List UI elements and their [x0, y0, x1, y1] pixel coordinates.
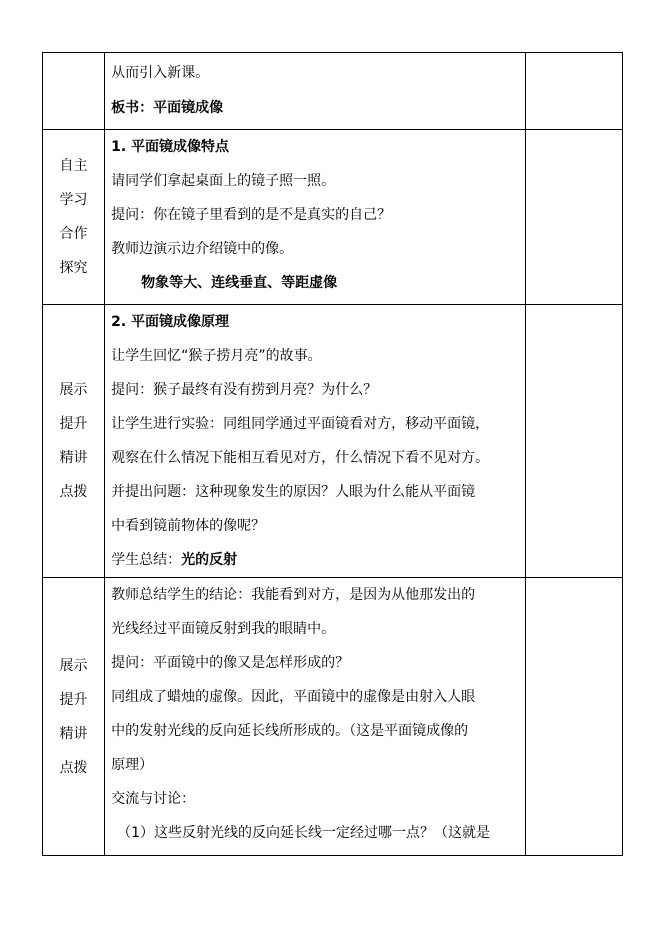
notes-cell — [525, 578, 622, 856]
stage-label: 点拨 — [59, 484, 88, 500]
text-line: 提问：平面镜中的像又是怎样形成的？ — [111, 655, 350, 671]
lesson-plan-table — [42, 52, 623, 856]
stage-label: 合作 — [59, 226, 88, 242]
stage-label: 展示 — [59, 382, 88, 398]
text-line: 观察在什么情况下能相互看见对方，什么情况下看不见对方。 — [111, 450, 490, 466]
content-cell — [105, 305, 526, 578]
section-heading: 2. 平面镜成像原理 — [111, 314, 230, 330]
section-heading: 1. 平面镜成像特点 — [111, 139, 230, 155]
stage-label: 点拨 — [59, 759, 88, 776]
text-line: 同组成了蜡烛的虚像。因此，平面镜中的虚像是由射入人眼 — [111, 689, 476, 705]
stage-cell — [43, 130, 105, 305]
text-line: 教师总结学生的结论：我能看到对方，是因为从他那发出的 — [111, 587, 476, 603]
stage-label: 自主 — [59, 158, 88, 174]
text-line: 原理） — [111, 757, 154, 773]
stage-label: 学习 — [59, 192, 88, 208]
content-cell — [105, 53, 526, 130]
text-line: 光线经过平面镜反射到我的眼睛中。 — [111, 621, 336, 637]
text-line: 中的发射光线的反向延长线所形成的。（这是平面镜成像的 — [111, 723, 469, 739]
text-line: 请同学们拿起桌面上的镜子照一照。 — [111, 173, 336, 189]
text-line: 教师边演示边介绍镜中的像。 — [111, 241, 294, 257]
text-line: （1）这些反射光线的反向延长线一定经过哪一点？（这就是 — [117, 825, 490, 841]
stage-cell — [43, 305, 105, 578]
blackboard-title: 板书：平面镜成像 — [111, 100, 224, 116]
stage-label: 提升 — [59, 416, 88, 432]
table-row — [43, 305, 623, 578]
stage-label: 展示 — [59, 657, 88, 674]
text-line: 提问：猴子最终有没有捞到月亮？为什么？ — [111, 382, 378, 398]
text-line: 并提出问题：这种现象发生的原因？人眼为什么能从平面镜 — [111, 484, 476, 500]
notes-cell — [525, 53, 622, 130]
text-line: 交流与讨论： — [111, 791, 196, 807]
stage-cell — [43, 53, 105, 130]
stage-label: 精讲 — [59, 450, 88, 466]
stage-label: 提升 — [59, 691, 88, 708]
text-line: 从而引入新课。 — [111, 65, 210, 81]
stage-label: 精讲 — [59, 725, 88, 742]
notes-cell — [525, 305, 622, 578]
content-cell — [105, 130, 526, 305]
stage-label: 探究 — [59, 260, 88, 276]
stage-cell — [43, 578, 105, 856]
text-line: 中看到镜前物体的像呢？ — [111, 518, 266, 534]
key-summary: 物象等大、连线垂直、等距虚像 — [141, 275, 338, 291]
summary-prefix: 学生总结： — [111, 552, 182, 568]
table-row — [43, 53, 623, 130]
table-row — [43, 130, 623, 305]
text-line: 提问：你在镜子里看到的是不是真实的自己？ — [111, 207, 392, 223]
table-row — [43, 578, 623, 856]
text-line: 让学生回忆“猴子捞月亮”的故事。 — [111, 348, 322, 364]
content-cell — [105, 578, 526, 856]
student-summary-line — [111, 543, 519, 577]
text-line: 让学生进行实验：同组同学通过平面镜看对方，移动平面镜， — [111, 416, 490, 432]
summary-keyword: 光的反射 — [181, 552, 238, 568]
notes-cell — [525, 130, 622, 305]
